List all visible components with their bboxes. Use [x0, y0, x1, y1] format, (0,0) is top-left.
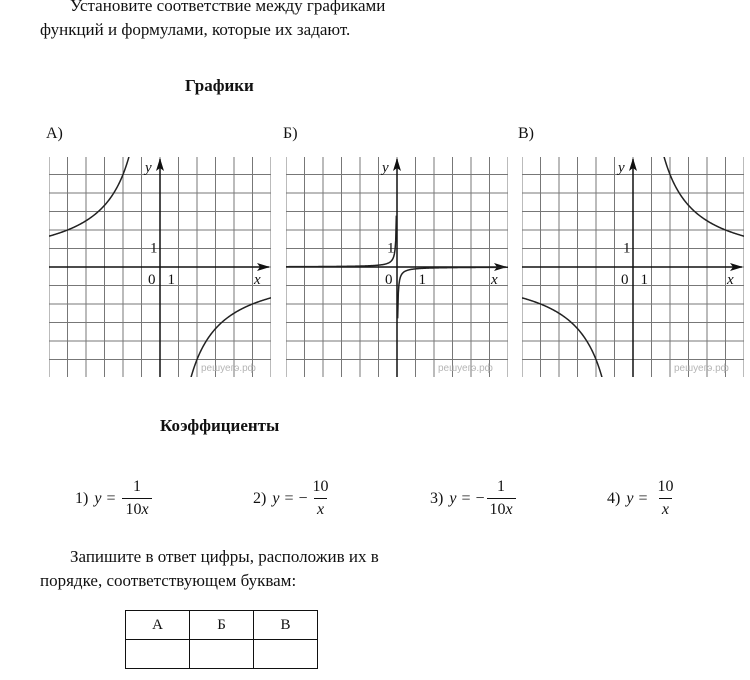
formula-1	[75, 478, 154, 519]
formula-lhs: y	[449, 489, 457, 507]
hyperbola-branch-left	[49, 157, 133, 241]
formula-2	[253, 478, 334, 519]
y-axis-label: y	[382, 160, 389, 176]
answer-cell-b[interactable]	[190, 640, 254, 669]
hyperbola-branch-right	[660, 157, 744, 241]
task-line-2: функций и формулами, которые их задают.	[40, 20, 351, 39]
answer-instruction	[40, 545, 379, 593]
formula-number: 4)	[607, 489, 621, 507]
hyperbola-branch-left	[522, 293, 606, 377]
task-line-1: Установите соответствие между графиками	[70, 0, 386, 15]
task-statement	[40, 0, 460, 42]
graph-b	[286, 157, 508, 377]
watermark-text: решуегэ.рф	[674, 363, 729, 374]
formula-fraction	[654, 478, 676, 519]
x-axis-label: x	[491, 272, 498, 288]
y-unit-label: 1	[150, 240, 158, 257]
answer-cell-a[interactable]	[126, 640, 190, 669]
answer-table-input-row	[126, 640, 318, 669]
x-axis-label: x	[254, 272, 261, 288]
answer-cell-c[interactable]	[254, 640, 318, 669]
x-unit-label: 1	[640, 272, 648, 288]
answer-header-a: А	[126, 611, 190, 640]
graph-label-b: Б)	[283, 125, 298, 142]
formula-number: 1)	[75, 489, 89, 507]
fraction-denominator	[659, 498, 672, 519]
x-axis-label: x	[727, 272, 734, 288]
denominator-variable: x	[316, 501, 325, 518]
origin-label: 0	[621, 272, 629, 288]
formula-equals: =	[461, 489, 471, 507]
answer-table-header-row	[126, 611, 318, 640]
y-axis-label: y	[145, 160, 152, 176]
fraction-denominator	[122, 498, 151, 519]
graph-a	[49, 157, 271, 377]
answer-header-c: В	[254, 611, 318, 640]
formula-sign: −	[298, 489, 308, 507]
formula-fraction	[310, 478, 332, 519]
fraction-denominator	[487, 498, 516, 519]
fraction-denominator	[314, 498, 327, 519]
fraction-numerator: 10	[657, 478, 674, 495]
formula-fraction	[487, 478, 516, 519]
fraction-numerator: 1	[133, 478, 142, 495]
formula-number: 2)	[253, 489, 267, 507]
watermark-text: решуегэ.рф	[201, 363, 256, 374]
denominator-variable: x	[141, 501, 149, 518]
formula-lhs: y	[272, 489, 280, 507]
origin-label: 0	[148, 272, 156, 288]
graph-label-c: В)	[518, 125, 534, 142]
formula-equals: =	[284, 489, 294, 507]
graph-c	[522, 157, 744, 377]
formula-equals: =	[638, 489, 648, 507]
watermark-text: решуегэ.рф	[438, 363, 493, 374]
formula-lhs: y	[94, 489, 102, 507]
answer-header-b: Б	[190, 611, 254, 640]
instruction-line-1: Запишите в ответ цифры, расположив их в	[70, 547, 379, 566]
y-unit-label: 1	[623, 240, 631, 257]
x-unit-label: 1	[418, 272, 426, 288]
fraction-numerator: 1	[497, 478, 506, 495]
y-axis-label: y	[618, 160, 625, 176]
origin-label: 0	[385, 272, 393, 288]
formula-number: 3)	[430, 489, 444, 507]
formula-fraction	[122, 478, 151, 519]
formula-lhs: y	[626, 489, 634, 507]
denominator-variable: x	[505, 501, 513, 518]
x-unit-label: 1	[167, 272, 175, 288]
graphs-heading: Графики	[185, 76, 254, 95]
formula-sign: −	[475, 489, 485, 507]
formula-4	[607, 478, 678, 519]
denominator-variable: x	[661, 501, 670, 518]
formula-equals: =	[106, 489, 116, 507]
graph-label-a: А)	[46, 125, 63, 142]
y-unit-label: 1	[387, 240, 395, 257]
coefficients-heading: Коэффициенты	[160, 416, 280, 435]
formula-3	[430, 478, 518, 519]
answer-table	[125, 610, 318, 669]
denominator-coefficient: 10	[489, 501, 506, 518]
denominator-coefficient: 10	[125, 501, 142, 518]
instruction-line-2: порядке, соответствующем буквам:	[40, 571, 297, 590]
fraction-numerator: 10	[312, 478, 329, 495]
